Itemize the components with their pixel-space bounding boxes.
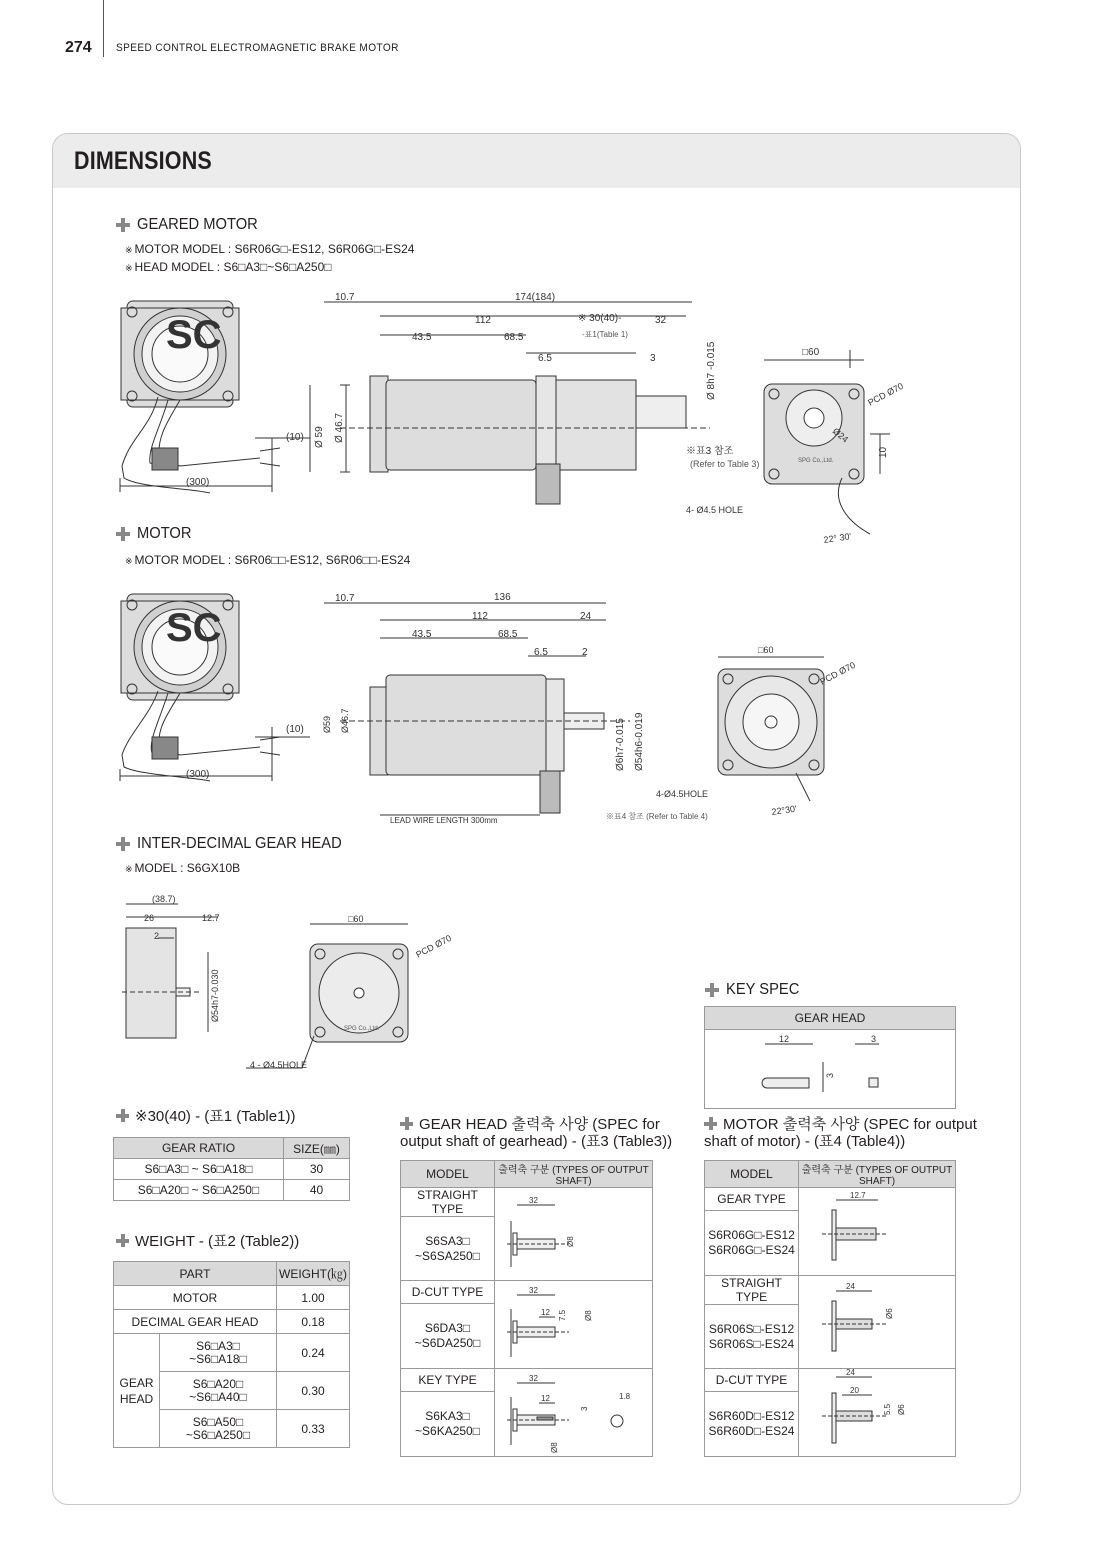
- dim-shaft-12: 12: [540, 1394, 550, 1403]
- size-cell: 30: [284, 1159, 350, 1180]
- dim-pcd-70: PCD Ø70: [866, 380, 905, 408]
- type-cell: STRAIGHT TYPE: [401, 1188, 495, 1217]
- dim-68-5: 68.5: [504, 332, 524, 343]
- motor-flange-view: [718, 657, 824, 801]
- dim-shaft-8: Ø8: [565, 1235, 575, 1247]
- lead-wire-note: LEAD WIRE LENGTH 300mm: [390, 816, 498, 825]
- model-cell: S6R06S□-ES12 S6R06S□-ES24: [705, 1305, 799, 1369]
- dim-43-5: 43.5: [412, 332, 432, 343]
- dim-pilot-54: Ø54h6-0.019: [634, 712, 645, 771]
- brand-label: SPG Co.,Ltd.: [344, 1026, 380, 1032]
- type-cell: D-CUT TYPE: [705, 1369, 799, 1392]
- table-row: [114, 1286, 350, 1310]
- type-cell: D-CUT TYPE: [401, 1281, 495, 1304]
- col-part: PART: [114, 1262, 277, 1286]
- dim-shaft-6: Ø6h7-0.015: [615, 718, 626, 771]
- gear-head-label: GEAR HEAD: [114, 1334, 160, 1448]
- col-gear-ratio: GEAR RATIO: [114, 1138, 284, 1159]
- table-row: [114, 1334, 350, 1372]
- part-cell: S6□A20□ ~S6□A40□: [160, 1372, 277, 1410]
- size-cell: 40: [284, 1180, 350, 1201]
- dim-shaft-8: Ø8: [549, 1442, 559, 1453]
- section-motor: MOTOR: [116, 525, 196, 543]
- key-spec-box: [704, 1006, 956, 1109]
- geared-motor-model-note: ※ MOTOR MODEL : S6R06G□-ES12, S6R06G□-ES24: [125, 242, 415, 256]
- dim-30-40: ※ 30(40)-: [578, 313, 622, 324]
- dim-38-7: (38.7): [152, 894, 176, 904]
- table-row: [114, 1310, 350, 1334]
- dim-32: 32: [655, 315, 667, 326]
- col-shaft-types: 출력축 구분 (TYPES OF OUTPUT SHAFT): [799, 1161, 956, 1188]
- table-row: [401, 1281, 653, 1304]
- table2-weight: [113, 1261, 350, 1448]
- plus-icon: [116, 1234, 129, 1247]
- plus-icon: [704, 1117, 717, 1130]
- dim-shaft-12-7: 12.7: [850, 1191, 866, 1200]
- col-size: SIZE(㎜): [284, 1138, 350, 1159]
- page-title: DIMENSIONS: [74, 147, 212, 175]
- svg-text:SC: SC: [166, 606, 222, 650]
- shaft-drawing-cell: [799, 1188, 956, 1276]
- dim-10: (10): [286, 724, 304, 735]
- header-divider: [103, 0, 104, 57]
- part-cell: MOTOR: [114, 1286, 277, 1310]
- shaft-drawing-cell: [799, 1369, 956, 1457]
- table-row: [705, 1188, 956, 1211]
- dim-pilot-54: Ø54h7-0.030: [210, 969, 220, 1022]
- svg-text:SC: SC: [166, 313, 222, 357]
- dim-26: 26: [144, 913, 155, 923]
- dim-2: 2: [154, 931, 160, 941]
- dim-shaft-32: 32: [528, 1195, 538, 1205]
- weight-cell: 0.30: [277, 1372, 350, 1410]
- gear-head-model-note: ※ MODEL : S6GX10B: [125, 861, 241, 875]
- plus-icon: [705, 983, 719, 997]
- section-gear-head: INTER-DECIMAL GEAR HEAD: [116, 835, 360, 853]
- weight-cell: 1.00: [277, 1286, 350, 1310]
- shaft-drawing-cell: [495, 1369, 653, 1457]
- motor-side-view: [324, 603, 630, 815]
- dim-shaft-20: 20: [850, 1386, 859, 1395]
- dim-square-60: □60: [348, 914, 364, 924]
- dim-shaft-8: Ø8: [583, 1310, 593, 1321]
- dim-key-3a: 3: [825, 1072, 835, 1078]
- dim-cable-300: (300): [186, 769, 210, 780]
- ref-table3-en: (Refer to Table 3): [690, 459, 760, 469]
- dim-30-40-note: -표1(Table 1): [582, 330, 628, 339]
- ref-table4: ※표4 참조 (Refer to Table 4): [606, 812, 708, 821]
- brand-label: SPG Co.,Ltd.: [798, 458, 834, 464]
- ref-table3: ※표3 참조: [686, 446, 734, 457]
- motor-drawing: [110, 585, 990, 827]
- dim-shaft-3: 3: [579, 1406, 589, 1411]
- col-weight: WEIGHT(㎏): [277, 1262, 350, 1286]
- col-model: MODEL: [705, 1161, 799, 1188]
- dim-3: 3: [650, 353, 656, 364]
- running-title: SPEED CONTROL ELECTROMAGNETIC BRAKE MOTOR: [116, 42, 399, 54]
- dim-46-7: Ø46.7: [340, 708, 350, 733]
- shaft-drawing-cell: [495, 1188, 653, 1281]
- gear-head-flange-view: [246, 924, 408, 1068]
- straight-shaft-drawing: [499, 1191, 649, 1275]
- dim-shaft-8: Ø 8h7 -0.015: [706, 341, 717, 400]
- dim-174: 174(184): [515, 292, 556, 303]
- model-cell: S6DA3□ ~S6DA250□: [401, 1303, 495, 1369]
- dim-6-5: 6.5: [534, 647, 548, 658]
- dim-43-5: 43.5: [412, 629, 432, 640]
- dim-46-7: Ø 46.7: [334, 412, 345, 443]
- col-model: MODEL: [401, 1161, 495, 1188]
- straight-shaft-drawing: [802, 1279, 952, 1363]
- d-cut-shaft-drawing: [499, 1281, 649, 1365]
- gear-head-drawing: [118, 892, 478, 1082]
- plus-icon: [116, 837, 130, 851]
- plus-icon: [116, 1109, 129, 1122]
- motor-model-note: ※ MOTOR MODEL : S6R06□□-ES12, S6R06□□-ES24: [125, 553, 411, 567]
- dim-shaft-32: 32: [528, 1286, 538, 1295]
- geared-motor-drawing: [110, 288, 990, 548]
- plus-icon: [116, 527, 130, 541]
- dim-shaft-6: Ø6: [885, 1307, 894, 1319]
- type-cell: STRAIGHT TYPE: [705, 1276, 799, 1305]
- part-cell: DECIMAL GEAR HEAD: [114, 1310, 277, 1334]
- dim-shaft-5-5: 5.5: [883, 1403, 892, 1415]
- model-cell: S6SA3□ ~S6SA250□: [401, 1217, 495, 1281]
- shaft-drawing-cell: [495, 1281, 653, 1369]
- table1-heading: ※30(40) - (표1 (Table1)): [116, 1108, 295, 1125]
- key-spec-header: GEAR HEAD: [705, 1007, 955, 1030]
- table3-heading: GEAR HEAD 출력축 사양 (SPEC for output shaft of gearhead) - (표3 (Table3)): [400, 1116, 673, 1150]
- dim-shaft-24: 24: [846, 1369, 855, 1377]
- d-cut-shaft-drawing: [802, 1369, 952, 1453]
- table-row: [401, 1369, 653, 1392]
- dim-square-60: □60: [758, 645, 774, 655]
- dim-cable-300: (300): [186, 477, 210, 488]
- type-cell: KEY TYPE: [401, 1369, 495, 1392]
- geared-flange-view: [764, 350, 890, 534]
- geared-head-model-note: ※ HEAD MODEL : S6□A3□~S6□A250□: [125, 260, 332, 274]
- dim-24: 24: [580, 611, 592, 622]
- dim-2: 2: [582, 647, 588, 658]
- part-cell: S6□A3□ ~S6□A18□: [160, 1334, 277, 1372]
- dim-59: Ø59: [322, 715, 332, 733]
- table4-heading: MOTOR 출력축 사양 (SPEC for output shaft of motor) - (표4 (Table4)): [704, 1116, 977, 1150]
- page-number: 274: [65, 39, 92, 56]
- table3-gearhead-shaft: [400, 1160, 653, 1457]
- dim-shaft-6: Ø6: [897, 1404, 906, 1415]
- dim-shaft-1-8: 1.8: [618, 1392, 630, 1401]
- dim-hole: 4-Ø4.5HOLE: [656, 789, 709, 799]
- gear-head-side-view: [122, 904, 218, 1038]
- model-cell: S6R06G□-ES12 S6R06G□-ES24: [705, 1210, 799, 1276]
- dim-key-3b: 3: [871, 1034, 877, 1044]
- dim-10-flange: 10: [878, 446, 889, 458]
- dim-10-7: 10.7: [335, 292, 355, 303]
- dim-pcd-70: PCD Ø70: [818, 659, 857, 687]
- weight-cell: 0.24: [277, 1334, 350, 1372]
- dim-angle: 22°30': [770, 803, 798, 817]
- shaft-drawing-cell: [799, 1276, 956, 1369]
- key-spec-drawing: [705, 1030, 955, 1108]
- table4-motor-shaft: [704, 1160, 956, 1457]
- table-row: [401, 1188, 653, 1217]
- table-row: [705, 1369, 956, 1392]
- gear-ratio-cell: S6□A20□ ~ S6□A250□: [114, 1180, 284, 1201]
- dim-square-60: □60: [802, 347, 820, 358]
- dim-12-7: 12.7: [202, 913, 220, 923]
- section-geared-motor: GEARED MOTOR: [116, 216, 268, 234]
- dim-shaft-32: 32: [528, 1374, 538, 1383]
- section-key-spec: KEY SPEC: [705, 981, 806, 999]
- dim-6-5: 6.5: [538, 353, 552, 364]
- dim-shaft-12: 12: [540, 1308, 550, 1317]
- dim-10-7: 10.7: [335, 593, 355, 604]
- dim-24: Ø24: [830, 425, 851, 445]
- table-row: [114, 1180, 350, 1201]
- table-row: [114, 1159, 350, 1180]
- dim-hole: 4 - Ø4.5HOLE: [250, 1060, 308, 1070]
- part-cell: S6□A50□ ~S6□A250□: [160, 1410, 277, 1448]
- plus-icon: [400, 1117, 413, 1130]
- dim-hole: 4- Ø4.5 HOLE: [686, 505, 744, 515]
- gear-ratio-cell: S6□A3□ ~ S6□A18□: [114, 1159, 284, 1180]
- dim-112: 112: [472, 611, 488, 622]
- gear-shaft-drawing: [802, 1188, 952, 1272]
- dim-136: 136: [494, 592, 511, 603]
- table2-heading: WEIGHT - (표2 (Table2)): [116, 1233, 299, 1250]
- col-shaft-types: 출력축 구분 (TYPES OF OUTPUT SHAFT): [495, 1161, 653, 1188]
- dim-angle: 22° 30': [822, 531, 852, 545]
- type-cell: GEAR TYPE: [705, 1188, 799, 1211]
- plus-icon: [116, 218, 130, 232]
- dim-112: 112: [475, 315, 491, 326]
- dim-68-5: 68.5: [498, 629, 518, 640]
- model-cell: S6KA3□ ~S6KA250□: [401, 1391, 495, 1457]
- weight-cell: 0.33: [277, 1410, 350, 1448]
- dim-pcd-70: PCD Ø70: [414, 932, 453, 960]
- table-row: [705, 1276, 956, 1305]
- dim-10: (10): [286, 432, 304, 443]
- key-shaft-drawing: [499, 1369, 649, 1453]
- dim-shaft-24: 24: [846, 1281, 855, 1291]
- dim-key-12: 12: [779, 1034, 790, 1044]
- model-cell: S6R60D□-ES12 S6R60D□-ES24: [705, 1391, 799, 1457]
- table1-gear-ratio: [113, 1137, 350, 1201]
- weight-cell: 0.18: [277, 1310, 350, 1334]
- dim-shaft-7-5: 7.5: [557, 1309, 567, 1321]
- dim-59: Ø 59: [314, 426, 325, 448]
